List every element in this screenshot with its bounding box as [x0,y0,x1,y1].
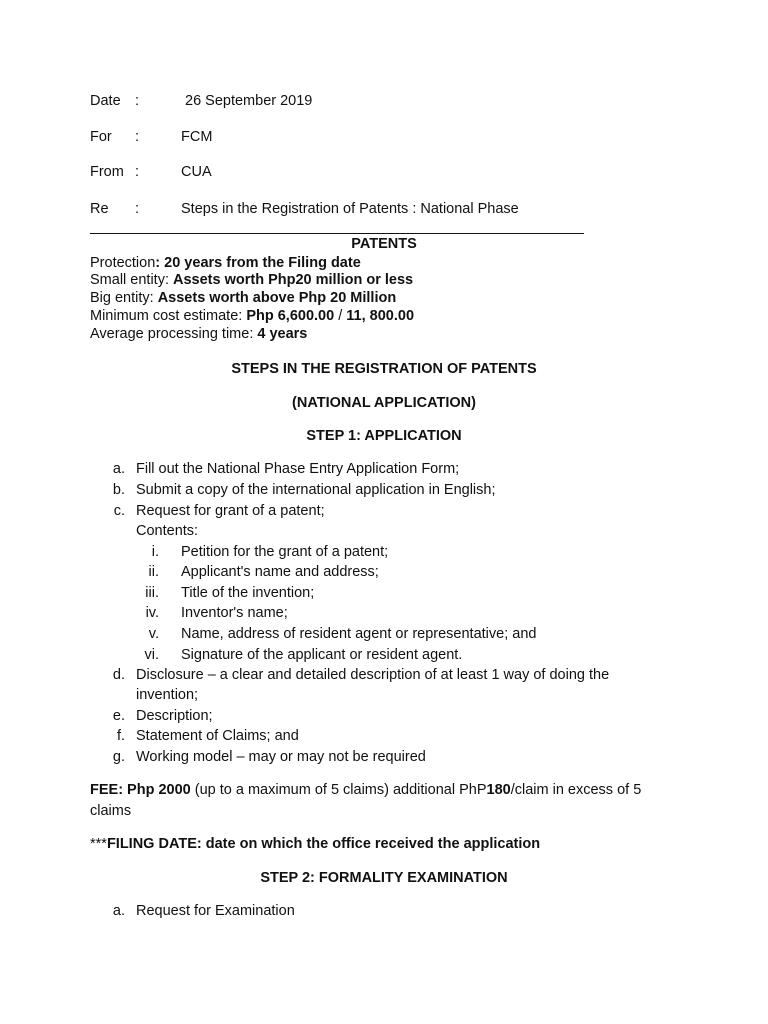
fee-label: FEE: Php 2000 [90,782,191,798]
sublist-marker: v. [148,626,159,642]
processing-time-label: Average processing time: [90,326,258,342]
from-value: CUA [181,164,212,180]
sublist-marker: iv. [145,605,159,621]
for-value: FCM [181,129,213,145]
list-item: Fill out the National Phase Entry Application Form; [136,461,460,477]
list-item: Disclosure – a clear and detailed description of at least 1 way of doing the [136,667,610,683]
steps-title: STEPS IN THE REGISTRATION OF PATENTS [231,361,537,377]
date-value: 26 September 2019 [185,93,313,109]
re-colon: : [135,201,140,217]
cost-value-2: 11, 800.00 [346,308,415,324]
cost-value-1: Php 6,600.00 [246,308,335,324]
sublist-item: Signature of the applicant or resident agent. [181,647,463,663]
sublist-marker: ii. [148,564,159,580]
small-entity-line [90,271,413,289]
date-label: Date [90,93,121,109]
protection-line [90,254,361,272]
processing-time-value: 4 years [257,326,308,342]
fee-text-2: /claim in excess of 5 [510,782,642,798]
contents-label: Contents: [136,523,199,539]
fee-line-continuation: claims [90,803,132,819]
sublist-item: Applicant's name and address; [181,564,379,580]
cost-separator: / [334,308,347,324]
list-marker: a. [112,903,125,919]
filing-stars: *** [90,836,107,852]
fee-text: (up to a maximum of 5 claims) additional PhP [190,782,487,798]
small-entity-value: Assets worth Php20 million or less [173,272,414,288]
sublist-marker: vi. [144,647,159,663]
list-marker: g. [112,749,125,765]
for-label: For [90,129,112,145]
re-value: Steps in the Registration of Patents : National Phase [181,201,519,217]
list-item: Request for grant of a patent; [136,503,325,519]
header-divider [90,233,584,234]
sublist-marker: iii. [145,585,159,601]
list-item: Statement of Claims; and [136,728,299,744]
processing-time-line [90,325,307,343]
cost-line [90,307,414,325]
list-marker: e. [112,708,125,724]
date-colon: : [135,93,140,109]
big-entity-label: Big entity: [90,290,158,306]
national-application-heading: (NATIONAL APPLICATION) [292,395,476,411]
filing-date-label: FILING DATE: date on which the office received the application [106,836,541,852]
list-item: Request for Examination [136,903,295,919]
list-marker: a. [112,461,125,477]
list-item-continuation: invention; [136,687,199,703]
list-marker: d. [112,667,125,683]
big-entity-line [90,289,396,307]
protection-label: Protection [90,255,156,271]
sublist-item: Inventor's name; [181,605,288,621]
step2-heading: STEP 2: FORMALITY EXAMINATION [260,870,508,886]
step1-heading: STEP 1: APPLICATION [306,428,462,444]
list-marker: b. [112,482,125,498]
list-item: Working model – may or may not be required [136,749,426,765]
from-label: From [90,164,124,180]
protection-value: : 20 years from the Filing date [155,255,361,271]
fee-amount: 180 [486,782,511,798]
list-marker: f. [116,728,125,744]
list-item: Description; [136,708,213,724]
filing-date-line [90,835,540,853]
sublist-item: Petition for the grant of a patent; [181,544,389,560]
sublist-item: Name, address of resident agent or representative; and [181,626,537,642]
from-colon: : [135,164,140,180]
fee-line [90,781,641,799]
sublist-marker: i. [151,544,159,560]
list-item: Submit a copy of the international application in English; [136,482,496,498]
patents-heading: PATENTS [351,236,417,252]
list-marker: c. [113,503,125,519]
re-label: Re [90,201,109,217]
for-colon: : [135,129,140,145]
cost-label: Minimum cost estimate: [90,308,247,324]
sublist-item: Title of the invention; [181,585,315,601]
small-entity-label: Small entity: [90,272,173,288]
big-entity-value: Assets worth above Php 20 Million [157,290,397,306]
